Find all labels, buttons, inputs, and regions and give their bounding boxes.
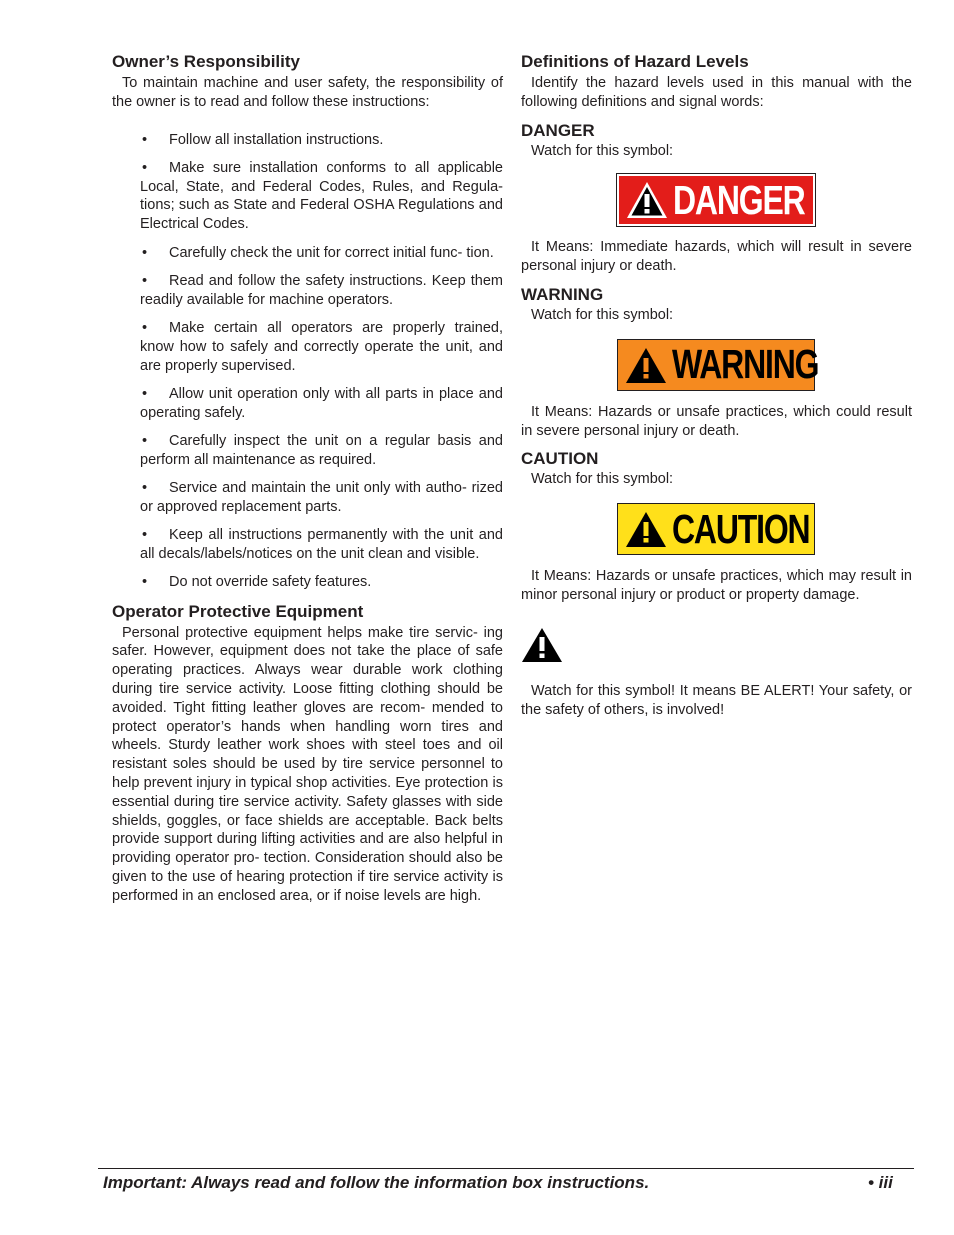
warning-sign-word: WARNING (672, 341, 819, 388)
hazard-levels-heading: Definitions of Hazard Levels (521, 52, 749, 71)
list-item: • Keep all instructions permanently with the unit and all decals/labels/notices on the unit clean and visible. (140, 527, 503, 562)
danger-heading: DANGER (521, 120, 595, 140)
danger-watch-text: Watch for this symbol: (531, 142, 674, 159)
danger-meaning: It Means: Immediate hazards, which will result in severe personal injury or death. (521, 239, 912, 275)
protective-equipment-body: Personal protective equipment helps make tire servic- ing safer. However, equipment does not take the place of safe operating practices. Always wear durable work clothing during tire service activity. Loose fitting clothing should be avoided. Tight fitting leather gloves are recom- mended to protect operator’s hands when handling worn tires and wheels. Sturdy leather work shoes with steel toes and oil resistant soles should be used by tire service personnel to help prevent injury in typical shop activities. Eye protection is essential during tire service activity. Safety glasses with side shields, goggles, or face shields are acceptable. Back belts provide support during lifting activities and are also helpful in providing operator pro- tection. Consideration should also be given to the use of hearing protection if tire service activity is performed in an enclosed area, or if noise levels are high. (112, 624, 503, 904)
list-item: • Allow unit operation only with all parts in place and operating safely. (140, 385, 503, 421)
caution-watch-text: Watch for this symbol: (531, 471, 674, 488)
protective-equipment-heading: Operator Protective Equipment (112, 601, 364, 621)
footer-rule (98, 1168, 914, 1169)
hazard-levels-intro: Identify the hazard levels used in this manual with the following definitions and signal words: (521, 75, 912, 110)
list-item: • Follow all installation instructions. (142, 131, 384, 148)
footer-note: Important: Always read and follow the information box instructions. (103, 1173, 650, 1192)
warning-heading: WARNING (521, 284, 604, 304)
owner-responsibility-list (112, 131, 503, 592)
list-item: • Make sure installation conforms to all applicable Local, State, and Federal Codes, Rules, and Regula- tions; such as State and Federal OSHA Regulations and Electrical Codes. (140, 159, 503, 233)
left-column (112, 52, 503, 905)
list-item: • Carefully check the unit for correct initial func- tion. (142, 244, 494, 261)
list-item: • Read and follow the safety instructions. Keep them readily available for machine operators. (140, 272, 503, 308)
warning-triangle-icon (624, 509, 668, 549)
warning-sign (617, 339, 819, 391)
safety-alert-icon (521, 627, 563, 663)
warning-triangle-icon (625, 180, 669, 220)
owner-responsibility-heading: Owner’s Responsibility (112, 52, 300, 71)
danger-sign-word: DANGER (673, 176, 805, 223)
caution-heading: CAUTION (521, 449, 599, 469)
caution-sign (617, 503, 815, 555)
list-item: • Make certain all operators are properly trained, know how to safely and correctly operate the unit, and are properly supervised. (140, 319, 503, 374)
caution-sign-word: CAUTION (672, 505, 810, 552)
warning-triangle-icon (624, 345, 668, 385)
right-column (521, 52, 912, 719)
warning-meaning: It Means: Hazards or unsafe practices, which could result in severe personal injury or death. (521, 403, 912, 439)
caution-meaning: It Means: Hazards or unsafe practices, which may result in minor personal injury or product or property damage. (521, 568, 912, 603)
list-item: • Carefully inspect the unit on a regular basis and perform all maintenance as required. (140, 432, 503, 468)
list-item: • Service and maintain the unit only with autho- rized or approved replacement parts. (140, 480, 503, 515)
warning-watch-text: Watch for this symbol: (531, 306, 674, 323)
danger-sign (617, 174, 815, 226)
safety-alert-text: Watch for this symbol! It means BE ALERT! Your safety, or the safety of others, is involved! (521, 682, 912, 718)
list-item: • Do not override safety features. (142, 574, 372, 591)
page-number: • iii (868, 1173, 893, 1192)
owner-responsibility-intro: To maintain machine and user safety, the responsibility of the owner is to read and follow these instructions: (112, 75, 503, 110)
